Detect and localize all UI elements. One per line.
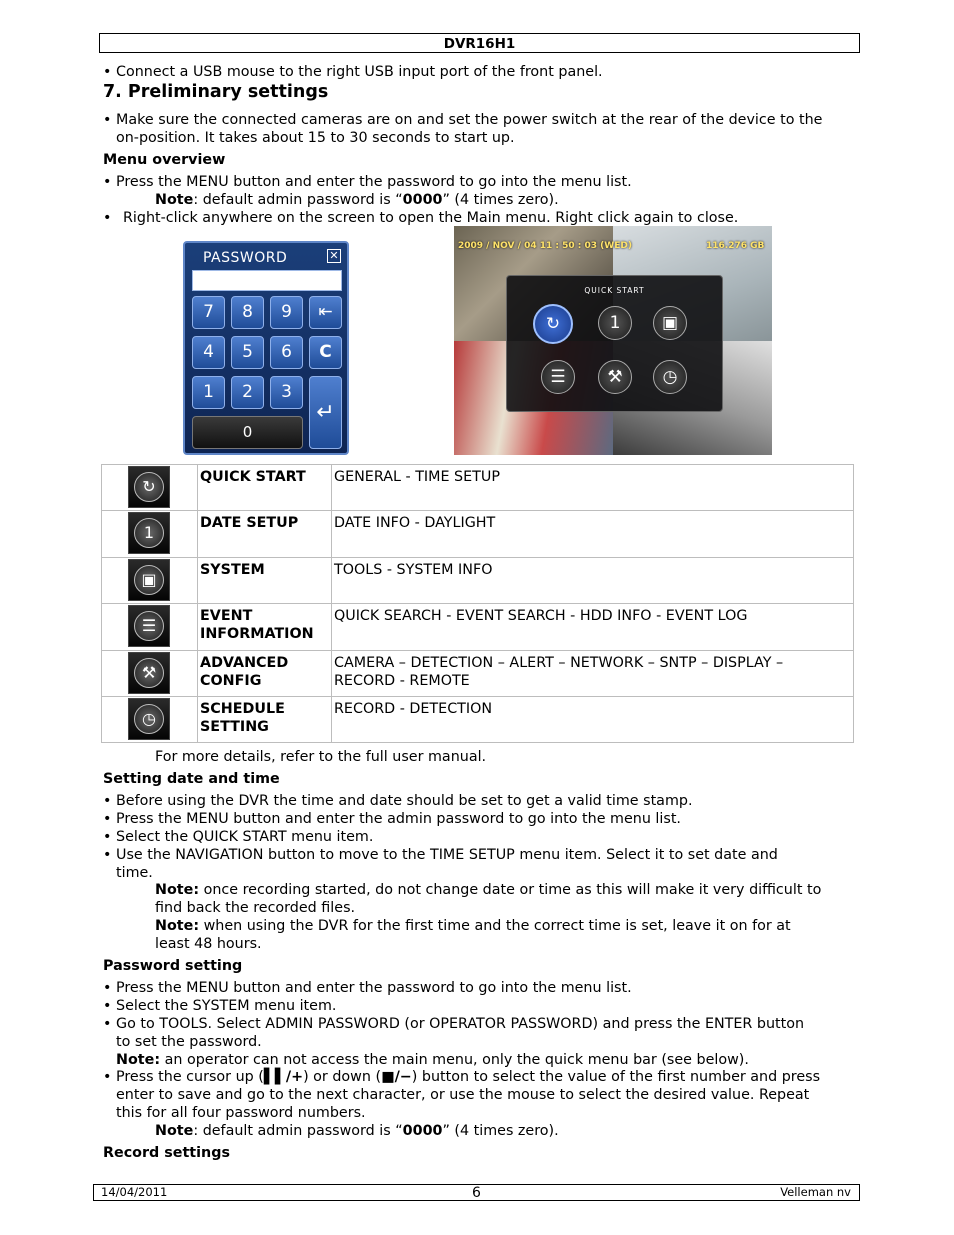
camera-quick-start-screenshot [454,226,772,455]
key-3[interactable]: 3 [270,376,303,409]
event-information-icon[interactable]: ☰ [541,360,575,394]
menu-item-description: QUICK SEARCH - EVENT SEARCH - HDD INFO - EVENT LOG [332,604,854,650]
advanced-config-icon[interactable]: ⚒ [598,360,632,394]
quick-start-menu [506,275,723,412]
record-settings-heading: Record settings [103,1145,230,1161]
advanced-config-icon: ⚒ [128,652,170,694]
date-time-note-2: Note: when using the DVR for the first time and the correct time is set, leave it on for at least 48 hours. [155,918,791,952]
cursor-down-icon: ■/− [381,1069,412,1085]
key-9[interactable]: 9 [270,296,303,329]
password-panel-title: PASSWORD [203,250,288,266]
menu-table-row [102,465,854,511]
camera-status-bar: 2009 / NOV / 04 11 : 50 : 03 (WED) [458,241,632,251]
password-panel [183,241,349,455]
document-header: DVR16H1 [99,33,860,53]
menu-item-description: GENERAL - TIME SETUP [332,465,854,511]
menu-item-name: SCHEDULE SETTING [198,696,332,742]
menu-item-name: ADVANCED CONFIG [198,650,332,696]
operator-note: Note: an operator can not access the main menu, only the quick menu bar (see below). [116,1052,749,1068]
schedule-setting-icon: ◷ [128,698,170,740]
menu-table-row [102,604,854,650]
menu-table-row [102,650,854,696]
cursor-up-icon: ▌▌/+ [263,1069,304,1085]
password-setting-heading: Password setting [103,958,243,974]
page-number: 6 [472,1185,481,1201]
menu-item-description: DATE INFO - DAYLIGHT [332,511,854,557]
date-time-note-1: Note: once recording started, do not change date or time as this will make it very difficult to find back the recorded files. [155,882,822,916]
system-icon[interactable]: ▣ [653,306,687,340]
close-icon[interactable]: ✕ [327,249,341,263]
menu-item-name: SYSTEM [198,557,332,603]
menu-table-row [102,557,854,603]
more-details-text: For more details, refer to the full user manual. [155,749,487,765]
menu-table-row [102,511,854,557]
key-5[interactable]: 5 [231,336,264,369]
menu-item-name: DATE SETUP [198,511,332,557]
system-icon: ▣ [128,559,170,601]
quick-start-icon: ↻ [128,466,170,508]
key-2[interactable]: 2 [231,376,264,409]
key-7[interactable]: 7 [192,296,225,329]
bullet-dot: • [103,64,112,80]
menu-overview-bullet-1: • Press the MENU button and enter the password to go into the menu list. [103,174,632,190]
menu-item-description: CAMERA – DETECTION – ALERT – NETWORK – SNTP – DISPLAY – RECORD - REMOTE [332,650,854,696]
prelim-bullet: • Make sure the connected cameras are on and set the power switch at the rear of the device to the on-position. It takes about 15 to 30 seconds to start up. [103,112,823,146]
key-0[interactable]: 0 [192,416,303,449]
password-setting-bullet-1: • Press the MENU button and enter the password to go into the menu list. [103,980,632,996]
quick-start-title: QUICK START [584,286,645,295]
clear-key[interactable]: C [309,336,342,369]
menu-table-row [102,696,854,742]
quick-start-icon[interactable]: ↻ [533,304,573,344]
footer-date: 14/04/2011 [101,1185,168,1199]
menu-item-name: EVENT INFORMATION [198,604,332,650]
key-1[interactable]: 1 [192,376,225,409]
date-time-bullet-4: • Use the NAVIGATION button to move to the TIME SETUP menu item. Select it to set date and time. [103,847,778,881]
enter-icon[interactable]: ↵ [309,376,342,449]
menu-overview-heading: Menu overview [103,152,226,168]
date-time-bullet-2: • Press the MENU button and enter the admin password to go into the menu list. [103,811,681,827]
schedule-setting-icon[interactable]: ◷ [653,360,687,394]
intro-bullet: • Connect a USB mouse to the right USB input port of the front panel. [103,64,603,80]
password-setting-bullet-4: • Press the cursor up (▌▌/+) or down (■/−) button to select the value of the first number and press enter to save and go to the next character, or use the mouse to select the desired value. Repeat this for all four password numbers. [103,1069,821,1121]
key-8[interactable]: 8 [231,296,264,329]
date-setup-icon: 1 [128,512,170,554]
event-information-icon: ☰ [128,605,170,647]
section-title: 7. Preliminary settings [103,82,329,102]
backspace-icon[interactable]: ⇤ [309,296,342,329]
menu-item-description: TOOLS - SYSTEM INFO [332,557,854,603]
date-setup-icon[interactable]: 1 [598,306,632,340]
password-setting-bullet-3: • Go to TOOLS. Select ADMIN PASSWORD (or OPERATOR PASSWORD) and press the ENTER button to set the password. Note: an operator can not access the main menu, only the quick menu bar (see below). [103,1016,805,1068]
date-time-bullet-1: • Before using the DVR the time and date should be set to get a valid time stamp. [103,793,693,809]
menu-item-description: RECORD - DETECTION [332,696,854,742]
key-4[interactable]: 4 [192,336,225,369]
key-6[interactable]: 6 [270,336,303,369]
password-input[interactable] [192,270,342,291]
footer-brand: Velleman nv [780,1185,851,1199]
menu-overview-note: Note: default admin password is “0000” (4 times zero). [155,192,559,208]
date-time-heading: Setting date and time [103,771,280,787]
menu-overview-bullet-2: • Right-click anywhere on the screen to open the Main menu. Right click again to close. [103,210,739,226]
password-setting-bullet-2: • Select the SYSTEM menu item. [103,998,337,1014]
menu-item-name: QUICK START [198,465,332,511]
menu-table [101,464,854,743]
password-setting-note-2: Note: default admin password is “0000” (4 times zero). [155,1123,559,1139]
date-time-bullet-3: • Select the QUICK START menu item. [103,829,374,845]
disk-size: 116.276 GB [706,241,765,251]
document-footer [93,1184,860,1201]
